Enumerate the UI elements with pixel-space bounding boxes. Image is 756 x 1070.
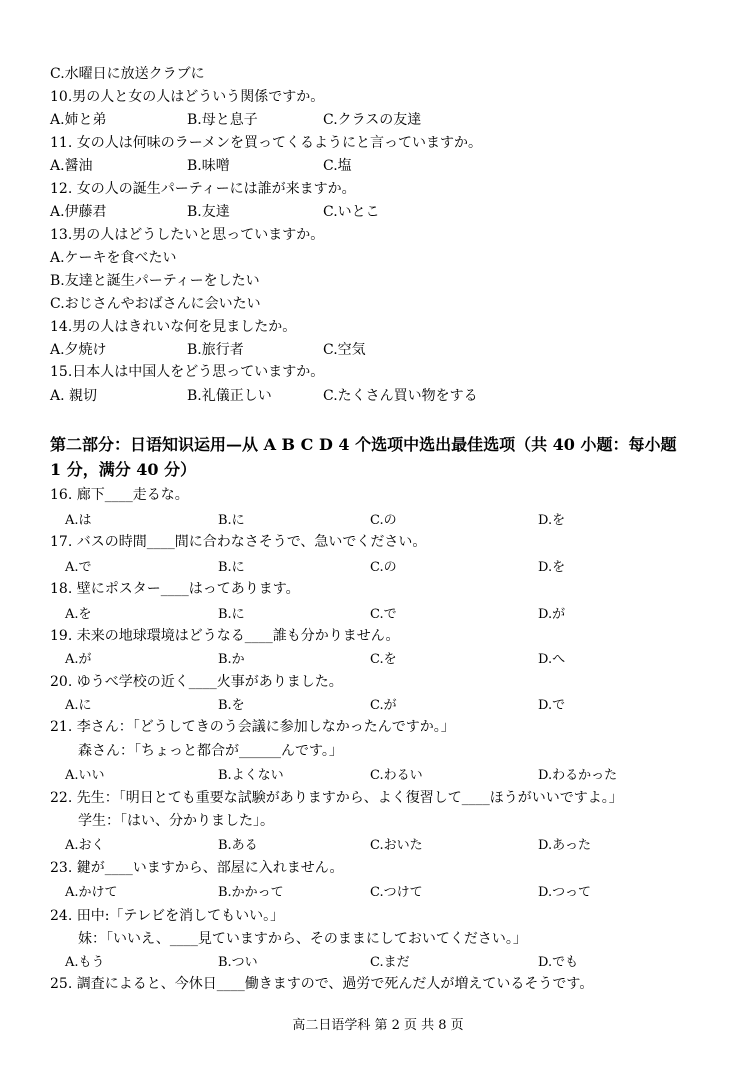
q18-option-d: D.が [538,607,566,622]
q23-option-d: D.つって [538,885,591,900]
q13-option-c: C.おじさんやおばさんに会いたい [50,296,261,312]
q19-option-c: C.を [370,652,397,667]
q13-option-a: A.ケーキを食べたい [50,250,177,266]
q16-option-c: C.の [370,513,397,528]
q22-option-a: A.おく [65,838,105,853]
page-footer: 高二日语学科 第 2 页 共 8 页 [292,1018,464,1033]
q21-option-b: B.よくない [218,768,284,783]
q15-option-b: B.礼儀正しい [187,388,272,404]
q19-stem: 19. 未来の地球環境はどうなる____誰も分かりません。 [50,628,400,644]
q22-stem-2: 学生：「はい、分かりました」。 [78,813,274,829]
q19-option-b: B.か [218,652,245,667]
q15-stem: 15.日本人は中国人をどう思っていますか。 [50,364,325,380]
q14-stem: 14.男の人はきれいな何を見ましたか。 [50,319,297,335]
q22-stem: 22. 先生：「明日とても重要な試験がありますから、よく復習して____ほうがいいですよ。」 [50,790,623,806]
q21-option-a: A.いい [65,768,105,783]
q23-option-c: C.つけて [370,885,423,900]
q17-stem: 17. バスの時間____間に合わなさそうで、急いでください。 [50,534,427,550]
q16-option-b: B.に [218,513,245,528]
q22-option-c: C.おいた [370,838,423,853]
q10-option-b: B.母と息子 [187,112,258,128]
q21-stem: 21. 李さん：「どうしてきのう会議に参加しなかったんですか。」 [50,719,455,735]
q18-option-b: B.に [218,607,245,622]
q14-option-c: C.空気 [323,342,366,358]
q11-stem: 11. 女の人は何味のラーメンを買ってくるようにと言っていますか。 [50,135,483,151]
q18-stem: 18. 壁にポスター____はってあります。 [50,581,300,597]
q13-stem: 13.男の人はどうしたいと思っていますか。 [50,227,325,243]
q16-option-a: A.は [65,513,92,528]
q17-option-a: A.で [65,560,92,575]
q19-option-d: D.へ [538,652,566,667]
q11-option-b: B.味噌 [187,158,230,174]
q12-option-c: C.いとこ [323,204,380,220]
q20-option-a: A.に [65,698,92,713]
q16-stem: 16. 廊下____走るな。 [50,487,189,503]
q12-option-a: A.伊藤君 [50,204,107,220]
q20-option-b: B.を [218,698,245,713]
q11-option-a: A.醤油 [50,158,93,174]
q24-option-a: A.もう [65,955,105,970]
q11-option-c: C.塩 [323,158,352,174]
part2-heading-line2: 1 分，满分 40 分） [50,460,197,479]
q21-stem-2: 森さん：「ちょっと都合が______んです。」 [78,743,343,759]
q20-option-c: C.が [370,698,397,713]
q10-option-c: C.クラスの友達 [323,112,422,128]
q23-option-b: B.かかって [218,885,284,900]
q12-stem: 12. 女の人の誕生パーティーには誰が来ますか。 [50,181,356,197]
q24-stem: 24. 田中:「テレビを消してもいい。」 [50,908,285,924]
q17-option-d: D.を [538,560,566,575]
q13-option-b: B.友達と誕生パーティーをしたい [50,273,260,289]
q17-option-c: C.の [370,560,397,575]
q15-option-c: C.たくさん買い物をする [323,388,478,404]
q18-option-a: A.を [65,607,92,622]
q15-option-a: A. 親切 [50,388,98,404]
q24-option-c: C.まだ [370,955,410,970]
q21-option-d: D.わるかった [538,768,618,783]
q25-stem: 25. 調査によると、今休日____働きますので、過労で死んだ人が増えているそうです。 [50,976,594,992]
q12-option-b: B.友達 [187,204,230,220]
q24-option-b: B.つい [218,955,258,970]
q14-option-a: A.夕焼け [50,342,107,358]
part2-heading-line1: 第二部分：日语知识运用—从 A B C D 4 个选项中选出最佳选项（共 40 小题：每小题 [50,435,677,454]
q22-option-b: B.ある [218,838,258,853]
q24-option-d: D.でも [538,955,579,970]
q20-stem: 20. ゆうべ学校の近く____火事がありました。 [50,674,343,690]
q9-option-c: C.水曜日に放送クラブに [50,66,205,82]
q24-stem-2: 妹：「いいえ、____見ていますから、そのままにしておいてください。」 [78,931,527,947]
q17-option-b: B.に [218,560,245,575]
q23-stem: 23. 鍵が____いますから、部屋に入れません。 [50,860,344,876]
q16-option-d: D.を [538,513,566,528]
q14-option-b: B.旅行者 [187,342,244,358]
q21-option-c: C.わるい [370,768,423,783]
q18-option-c: C.で [370,607,397,622]
q22-option-d: D.あった [538,838,591,853]
q10-option-a: A.姉と弟 [50,112,107,128]
q19-option-a: A.が [65,652,92,667]
q20-option-d: D.で [538,698,566,713]
q10-stem: 10.男の人と女の人はどういう関係ですか。 [50,89,325,105]
q23-option-a: A.かけて [65,885,118,900]
